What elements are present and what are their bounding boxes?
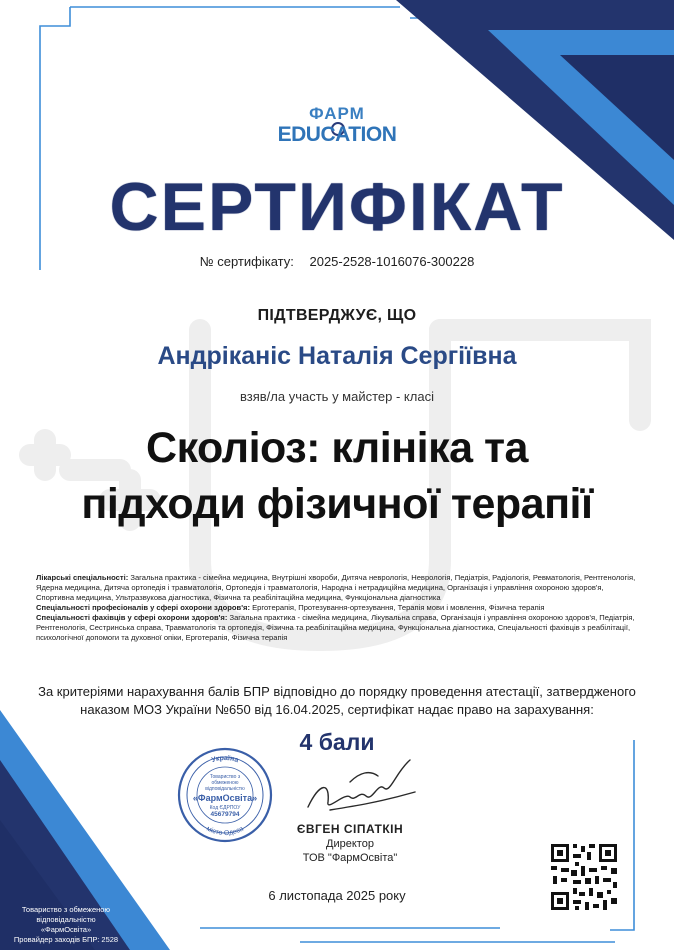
stamp-org-line: обмеженою <box>211 780 239 786</box>
footer-line: «ФармОсвіта» <box>40 925 92 934</box>
logo-bottom: EDUCATION <box>277 123 397 146</box>
participation-text: взяв/ла участь у майстер - класі <box>240 389 434 404</box>
course-title-line: підходи фізичної терапії <box>81 480 593 528</box>
certificate-title: СЕРТИФІКАТ <box>109 169 565 245</box>
course-title-line: Сколіоз: клініка та <box>146 424 528 472</box>
course-title <box>30 420 644 532</box>
specialties-block <box>36 573 640 643</box>
svg-text:місто Одеса <box>205 825 245 837</box>
stamp-org-line: Товариство з <box>209 774 241 780</box>
specialty-label: Лікарські спеціальності: <box>36 573 129 582</box>
specialty-text: Загальна практика - сімейна медицина, Внутрішні хвороби, Дитяча неврологія, Неврологія, Педіатрія, Радіологія, Ревматологія, Рентгенологія, Ядерна медицина, Дитяча ортопедія і травматологія, Ортопедія і травматологія, Народна і нетрадиційна медицина, Організація і управління охороною здоров'я, Спортивна медицина, Ультразвукова діагностика, Фізична та реабілітаційна медицина, Функціональна діагностика <box>36 573 636 602</box>
stamp-org-line: відповідальністю <box>205 786 245 792</box>
provider-footer <box>10 905 122 945</box>
stamp-city: місто Одеса <box>205 825 245 838</box>
stamp-code-label: Код ЄДРПОУ <box>209 805 241 811</box>
footer-line: Провайдер заходів БПР: 2528 <box>13 935 119 944</box>
criteria-line: За критеріями нарахування балів БПР відповідно до порядку проведення атестації, затвердженого <box>38 684 636 699</box>
signatory-name: ЄВГЕН СІПАТКІН <box>296 822 404 836</box>
points-awarded: 4 бали <box>299 729 375 755</box>
confirms-heading: ПІДТВЕРДЖУЄ, ЩО <box>257 307 417 324</box>
specialty-text: Загальна практика - сімейна медицина, Лікувальна справа, Організація і управління охороною здоров'я, Педіатрія, Рентгенологія, Сестринська справа, Травматологія та ортопедія, Фізична та реабілітаційна медицина, Функціональна діагностика, Спеціальності фахівців з реабілітації, психологічної допомоги та духовної опіки, Ерготерапія, Фізична терапія <box>36 613 635 642</box>
footer-line: відповідальністю <box>36 915 96 924</box>
certificate-number-row <box>0 254 674 269</box>
svg-text:Україна <box>211 755 239 764</box>
stamp-code: 45679794 <box>210 811 240 818</box>
logo-top: ФАРМ <box>309 104 365 123</box>
person-name: Андріканіс Наталія Сергіївна <box>157 342 517 370</box>
signatory-position: Директор <box>326 838 374 850</box>
specialty-text: Ерготерапія, Протезування-ортезування, Терапія мови і мовлення, Фізична терапія <box>250 603 545 612</box>
criteria-text <box>30 683 644 719</box>
issue-date: 6 листопада 2025 року <box>268 888 406 903</box>
certificate-number-label: № сертифікату: <box>199 254 294 269</box>
footer-line: Товариство з обмеженою <box>21 905 111 914</box>
specialty-label: Спеціальності професіоналів у сфері охорони здоров'я: <box>36 603 250 612</box>
criteria-line: наказом МОЗ України №650 від 16.04.2025, сертифікат надає право на зарахування: <box>80 702 594 717</box>
specialty-label: Спеціальності фахівців у сфері охорони здоров'я: <box>36 613 228 622</box>
stamp-name: «ФармОсвіта» <box>192 793 258 803</box>
signatory-org: ТОВ "ФармОсвіта" <box>302 852 398 864</box>
certificate-number: 2025-2528-1016076-300228 <box>309 254 475 269</box>
stamp-top-arc: Україна <box>210 754 240 765</box>
signature-icon <box>300 752 420 822</box>
